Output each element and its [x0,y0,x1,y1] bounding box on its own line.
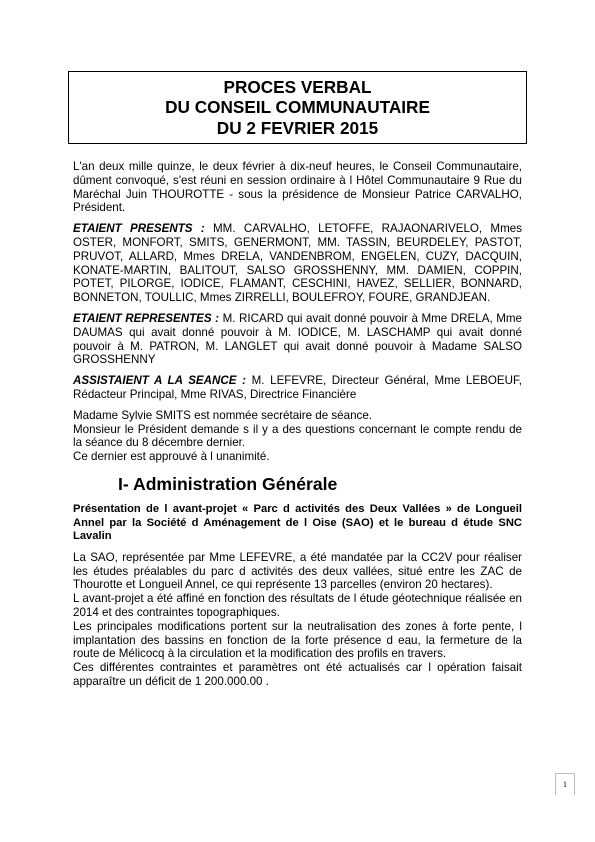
approval-question-line: Monsieur le Président demande s il y a des questions concernant le compte rendu de la séance du 8 décembre dernier. [73,422,522,450]
section-paragraph-2: L avant-projet a été affiné en fonction des résultats de l étude géotechnique réalisée en 2014 et des contraintes topographiques. [73,592,522,619]
intro-paragraph: L'an deux mille quinze, le deux février à dix-neuf heures, le Conseil Communautaire, dûment convoqué, s'est réuni en session ordinaire à l Hôtel Communautaire 9 Rue du Maréchal Juin THOUROTTE - sous la présidence de Monsieur Patrice CARVALHO, Président. [73,160,522,215]
title-line-2: DU CONSEIL COMMUNAUTAIRE [165,97,430,118]
attendees-label: ASSISTAIENT A LA SEANCE : [73,374,246,388]
section-subheading: Présentation de l avant-projet « Parc d activités des Deux Vallées » de Longueil Annel par la Société d Aménagement de l Oise (SAO) et le bureau d étude SNC Lavalin [73,502,522,543]
page-number: 1 [555,773,575,795]
title-line-3: DU 2 FEVRIER 2015 [216,117,379,138]
secretary-line: Madame Sylvie SMITS est nommée secrétaire de séance. [73,408,372,422]
title-line-1: PROCES VERBAL [223,76,372,97]
attendees-text: M. LEFEVRE, Directeur Général, Mme LEBOEUF, Rédacteur Principal, Mme RIVAS, Directrice Financière [73,374,522,401]
represented-label: ETAIENT REPRESENTES : [73,311,220,325]
section-paragraph-4: Ces différentes contraintes et paramètres ont été actualisés car l opération faisait apparaître un déficit de 1 200.000.00 . [73,661,522,688]
approval-line: Ce dernier est approuvé à l unanimité. [73,450,270,464]
represented-text: M. RICARD qui avait donné pouvoir à Mme DRELA, Mme DAUMAS qui avait donné pouvoir à M. IODICE, M. LASCHAMP qui avait donné pouvoir à M. PATRON, M. LANGLET qui avait donné pouvoir à Madame SALSO GROSSHENNY [73,311,522,367]
section-paragraph-3: Les principales modifications portent sur la neutralisation des zones à forte pente, l implantation des bassins en fonction de la forte présence d eau, la fermeture de la route de Mélicocq à la circulation et la modification des profils en travers. [73,619,522,661]
represented-paragraph [73,312,522,367]
presents-label: ETAIENT PRESENTS : [73,222,205,236]
presents-text: MM. CARVALHO, LETOFFE, RAJAONARIVELO, Mmes OSTER, MONFORT, SMITS, GENERMONT, MM. TASSIN, BEURDELEY, PASTOT, PRUVOT, ALLARD, Mmes DRELA, VANDENBROM, ENGELEN, CUZY, DACQUIN, KONATE-MARTIN, BALITOUT, SALSO GROSSHENNY, MM. DAMIEN, COPPIN, POTET, PILORGE, IODICE, FLAMANT, CESCHINI, HAVEZ, SELLIER, BONNARD, BONNETON, TOULLIC, Mmes ZIRRELLI, BOULEFROY, FOURE, GRANDJEAN. [73,222,522,305]
presents-paragraph [73,222,522,305]
section-paragraph-1: La SAO, représentée par Mme LEFEVRE, a été mandatée par la CC2V pour réaliser les études préalables du parc d activités des deux vallées, situé entre les ZAC de Thourotte et Longueil Annel, ce qui représente 13 parcelles (environ 20 hectares). [73,550,522,592]
document-title-box [68,71,527,144]
section-heading: I- Administration Générale [118,473,338,494]
attendees-paragraph [73,374,522,402]
document-body [73,160,522,689]
